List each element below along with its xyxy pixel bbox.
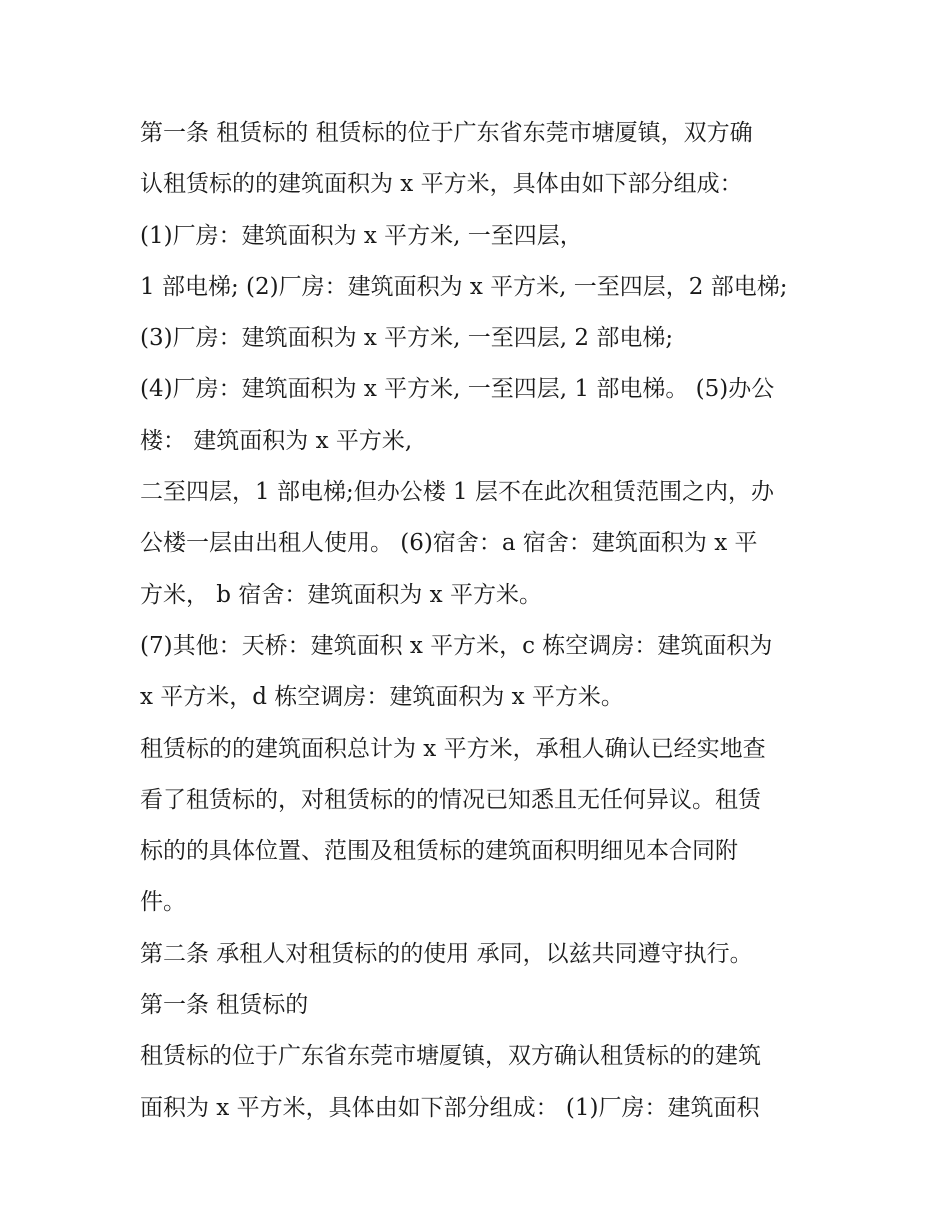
text-line: 二至四层，1 部电梯;但办公楼 1 层不在此次租赁范围之内，办 xyxy=(140,479,774,506)
text-line: 方米， b 宿舍：建筑面积为 x 平方米。 xyxy=(140,581,542,608)
text-line: 面积为 x 平方米，具体由如下部分组成： (1)厂房：建筑面积 xyxy=(140,1094,760,1121)
text-line: (1)厂房：建筑面积为 x 平方米, 一至四层， xyxy=(140,222,583,249)
text-line: 1 部电梯; (2)厂房：建筑面积为 x 平方米, 一至四层，2 部电梯; xyxy=(140,273,788,300)
text-line: 件。 xyxy=(140,889,186,916)
text-line: 楼： 建筑面积为 x 平方米, xyxy=(140,427,413,454)
text-line: 第一条 租赁标的 租赁标的位于广东省东莞市塘厦镇，双方确 xyxy=(140,120,753,146)
text-line: 第一条 租赁标的 xyxy=(140,992,309,1019)
contract-text xyxy=(140,108,820,1134)
text-line: x 平方米，d 栋空调房：建筑面积为 x 平方米。 xyxy=(140,684,624,711)
text-line: 租赁标的位于广东省东莞市塘厦镇，双方确认租赁标的的建筑 xyxy=(140,1043,761,1070)
text-line: 看了租赁标的，对租赁标的的情况已知悉且无任何异议。租赁 xyxy=(140,786,761,813)
text-line: 认租赁标的的建筑面积为 x 平方米，具体由如下部分组成： xyxy=(140,171,743,198)
text-line: (3)厂房：建筑面积为 x 平方米, 一至四层, 2 部电梯; xyxy=(140,325,674,352)
text-line: 第二条 承租人对租赁标的的使用 承同，以兹共同遵守执行。 xyxy=(140,940,753,967)
text-line: 公楼一层由出租人使用。 (6)宿舍：a 宿舍：建筑面积为 x 平 xyxy=(140,530,758,557)
text-line: (4)厂房：建筑面积为 x 平方米, 一至四层, 1 部电梯。 (5)办公 xyxy=(140,376,775,403)
text-line: 标的的具体位置、范围及租赁标的建筑面积明细见本合同附 xyxy=(140,838,738,865)
text-line: 租赁标的的建筑面积总计为 x 平方米，承租人确认已经实地查 xyxy=(140,735,766,762)
text-line: (7)其他：天桥：建筑面积 x 平方米，c 栋空调房：建筑面积为 xyxy=(140,632,773,659)
